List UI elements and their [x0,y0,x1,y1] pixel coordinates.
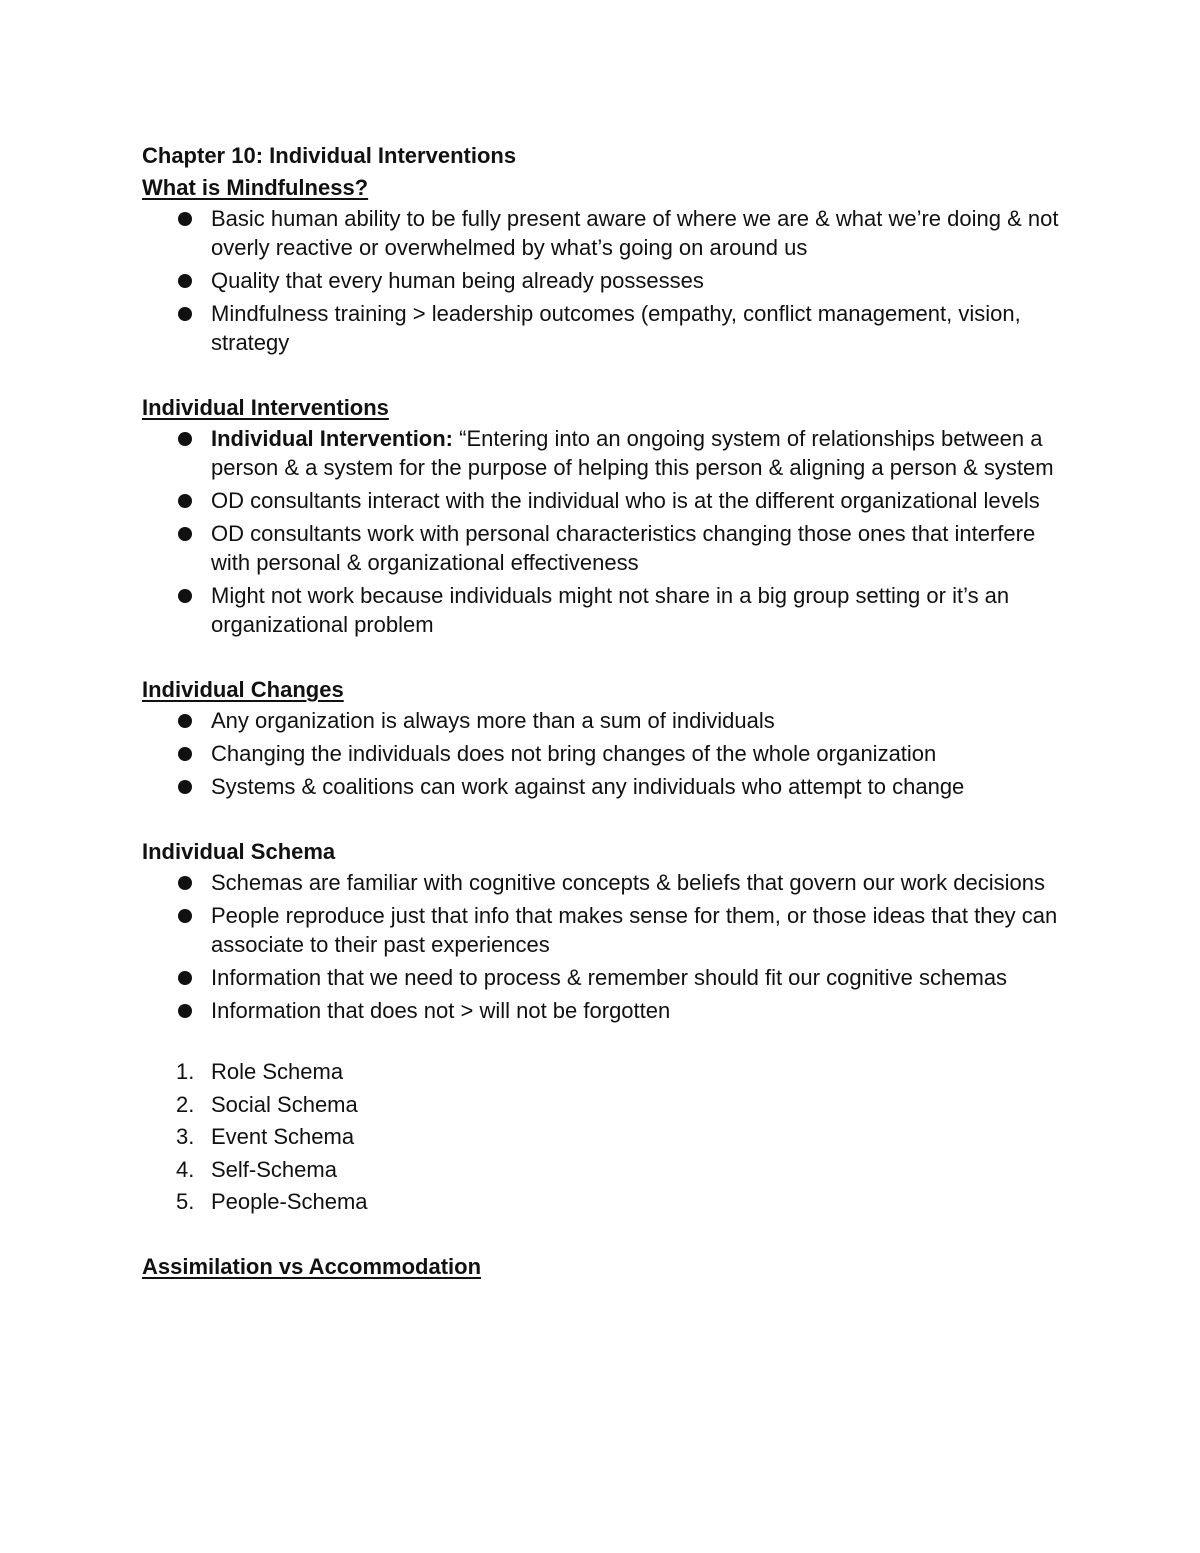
interventions-heading: Individual Interventions [142,395,389,420]
bullet-icon [178,780,192,794]
item-label: Social Schema [211,1091,358,1117]
chapter-title: Chapter 10: Individual Interventions [142,143,517,168]
interventions-section [142,392,1072,639]
list-item [142,581,1072,639]
list-item [142,706,1072,735]
spacer [142,805,1072,836]
list-item-text: Information that does not > will not be forgotten [211,998,671,1023]
bullet-icon [178,1004,192,1018]
bullet-icon [178,971,192,985]
spacer [142,1029,1072,1057]
item-label: Role Schema [211,1059,344,1084]
schema-list [142,868,1072,1025]
list-item [142,486,1072,515]
interventions-list [142,424,1072,639]
list-item [142,868,1072,897]
bullet-icon [178,307,192,321]
numbered-item [142,1187,1072,1216]
item-label: Self-Schema [211,1156,337,1182]
item-label: Event Schema [211,1124,355,1149]
mindfulness-section [142,172,1072,357]
schema-heading: Individual Schema [142,839,336,864]
bullet-icon [178,274,192,288]
item-number: 5. [176,1189,195,1214]
list-item-text: Any organization is always more than a sum of individuals [211,708,775,733]
list-item [142,739,1072,768]
assimilation-section [142,1251,1072,1283]
mindfulness-heading: What is Mindfulness? [142,175,369,200]
numbered-item [142,1155,1072,1184]
list-item [142,266,1072,295]
spacer [142,1220,1072,1251]
list-item-text: Systems & coalitions can work against any individuals who attempt to change [211,774,965,799]
list-item-text: Changing the individuals does not bring changes of the whole organization [211,741,937,766]
item-number: 1. [176,1059,195,1084]
numbered-item [142,1057,1072,1086]
list-item [142,424,1072,482]
schema-section [142,836,1072,1216]
list-item [142,772,1072,801]
bullet-icon [178,527,192,541]
bullet-icon [178,589,192,603]
document-page [142,140,1072,1283]
schema-types-list [142,1057,1072,1216]
list-item [142,963,1072,992]
item-number: 4. [176,1156,195,1182]
item-number: 2. [176,1091,195,1117]
assimilation-heading: Assimilation vs Accommodation [142,1253,482,1279]
bullet-icon [178,494,192,508]
mindfulness-list [142,204,1072,357]
list-item [142,996,1072,1025]
list-item-text: Basic human ability to be fully present aware of where we are & what we’re doing & not overly reactive or overwhelmed by what’s going on around us [211,206,1059,260]
definition-term: Individual Intervention: [211,426,454,451]
bullet-icon [178,432,192,446]
changes-section [142,674,1072,801]
item-number: 3. [176,1124,195,1149]
list-item [142,299,1072,357]
numbered-item [142,1090,1072,1119]
list-item [142,519,1072,577]
bullet-icon [178,909,192,923]
changes-list [142,706,1072,801]
list-item-text: Quality that every human being already possesses [211,268,704,293]
list-item-text: OD consultants interact with the individual who is at the different organizational levels [211,488,1040,513]
spacer [142,643,1072,674]
list-item-text: People reproduce just that info that makes sense for them, or those ideas that they can associate to their past experiences [211,903,1058,957]
list-item-text: Information that we need to process & remember should fit our cognitive schemas [211,965,1008,990]
numbered-item [142,1122,1072,1151]
item-label: People-Schema [211,1189,368,1214]
list-item [142,901,1072,959]
list-item-text: Might not work because individuals might not share in a big group setting or it’s an organizational problem [211,583,1010,637]
list-item-text: Schemas are familiar with cognitive concepts & beliefs that govern our work decisions [211,870,1045,895]
definition-text: “Entering into an ongoing system of relationships between a person & a system for the purpose of helping this person & aligning a person & system [211,426,1054,480]
list-item-text: OD consultants work with personal characteristics changing those ones that interfere with personal & organizational effectiveness [211,521,1036,575]
bullet-icon [178,714,192,728]
changes-heading: Individual Changes [142,677,344,702]
spacer [142,361,1072,392]
list-item-text: Mindfulness training > leadership outcomes (empathy, conflict management, vision, strategy [211,301,1021,355]
bullet-icon [178,876,192,890]
bullet-icon [178,212,192,226]
list-item [142,204,1072,262]
bullet-icon [178,747,192,761]
